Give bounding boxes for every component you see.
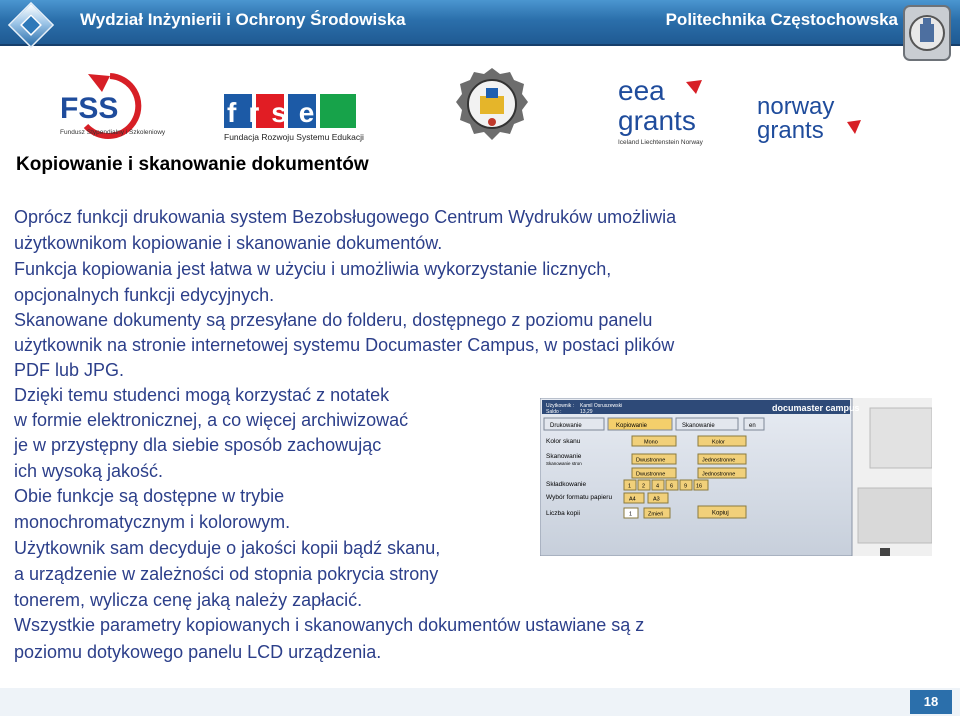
dwustronne-button[interactable]: Dwustronne bbox=[636, 457, 666, 464]
num-2: 2 bbox=[642, 483, 646, 490]
frse-logo-subtitle: Fundacja Rozwoju Systemu Edukacji bbox=[224, 132, 364, 142]
copies-value: 1 bbox=[629, 511, 633, 518]
jednostronne-button-2[interactable]: Jednostronne bbox=[702, 471, 736, 478]
row-kolor-skanu: Kolor skanu bbox=[546, 438, 581, 445]
text-line: monochromatycznym i kolorowym. bbox=[14, 512, 291, 532]
zmien-button[interactable]: Zmień bbox=[648, 511, 664, 518]
row-skanowanie-sub: Skanowanie stron bbox=[546, 461, 582, 466]
fss-logo-subtitle: Fundusz Stypendialny i Szkoleniowy bbox=[60, 129, 166, 136]
num-9: 9 bbox=[684, 483, 688, 490]
politechnika-seal-icon bbox=[456, 66, 528, 144]
kolor-button[interactable]: Kolor bbox=[712, 439, 725, 446]
text-line: w formie elektronicznej, a co więcej archiwizować bbox=[14, 410, 409, 430]
panel-brand: documaster campus bbox=[772, 403, 860, 413]
text-line: je w przystępny dla siebie sposób zachowując bbox=[14, 435, 382, 455]
panel-user-label: Użytkownik : bbox=[546, 403, 575, 409]
text-line: Skanowane dokumenty są przesyłane do folderu, dostępnego z poziomu panelu bbox=[14, 310, 653, 330]
lang-button[interactable]: en bbox=[749, 423, 756, 429]
lcd-panel-screenshot bbox=[540, 398, 932, 556]
university-title: Politechnika Częstochowska bbox=[665, 10, 898, 29]
text-line: PDF lub JPG. bbox=[14, 360, 125, 380]
row-skanowanie: Skanowanie bbox=[546, 453, 582, 460]
tab-skanowanie[interactable]: Skanowanie bbox=[682, 423, 715, 429]
row-liczba-kopii: Liczba kopii bbox=[546, 510, 580, 517]
text-line: Oprócz funkcji drukowania system Bezobsługowego Centrum Wydruków umożliwia bbox=[14, 207, 677, 227]
norway-grants-logo bbox=[755, 92, 880, 144]
tab-drukowanie[interactable]: Drukowanie bbox=[550, 423, 582, 429]
tab-kopiowanie[interactable]: Kopiowanie bbox=[616, 423, 648, 429]
text-line: tonerem, wylicza cenę jaką należy zapłacić. bbox=[14, 590, 363, 610]
norway-logo-line1: norway bbox=[757, 93, 835, 120]
panel-saldo-label: Saldo : bbox=[546, 409, 562, 415]
text-line: użytkownikom kopiowanie i skanowanie dokumentów. bbox=[14, 233, 443, 253]
text-line: Użytkownik sam decyduje o jakości kopii bądź skanu, bbox=[14, 538, 441, 558]
footer-bar bbox=[0, 688, 960, 716]
faculty-title: Wydział Inżynierii i Ochrony Środowiska bbox=[80, 10, 406, 29]
eea-logo-line1: eea bbox=[618, 75, 665, 106]
text-line: Funkcja kopiowania jest łatwa w użyciu i umożliwia wykorzystanie licznych, bbox=[14, 259, 612, 279]
num-6: 6 bbox=[670, 483, 674, 490]
dwustronne-button-2[interactable]: Dwustronne bbox=[636, 471, 666, 478]
fss-logo-text: FSS bbox=[60, 92, 119, 125]
frse-logo-text: frse bbox=[227, 97, 327, 128]
mono-button[interactable]: Mono bbox=[644, 439, 658, 446]
eea-logo-line2: grants bbox=[618, 105, 696, 136]
text-line: użytkownik na stronie internetowej systemu Documaster Campus, w postaci plików bbox=[14, 335, 675, 355]
row-wybor-formatu: Wybór formatu papieru bbox=[546, 494, 613, 501]
page-number: 18 bbox=[910, 690, 952, 714]
text-line: Obie funkcje są dostępne w trybie bbox=[14, 486, 285, 506]
a4-button[interactable]: A4 bbox=[629, 496, 636, 503]
panel-user-value: Kamil Osruszewski bbox=[580, 403, 623, 409]
university-crest-icon bbox=[900, 2, 954, 64]
num-4: 4 bbox=[656, 483, 660, 490]
slide-title: Kopiowanie i skanowanie dokumentów bbox=[16, 154, 369, 175]
a3-button[interactable]: A3 bbox=[653, 496, 660, 503]
faculty-logo-icon bbox=[8, 2, 54, 48]
norway-logo-line2: grants bbox=[757, 117, 824, 144]
jednostronne-button[interactable]: Jednostronne bbox=[702, 457, 736, 464]
text-line: poziomu dotykowego panelu LCD urządzenia. bbox=[14, 642, 382, 662]
num-16: 16 bbox=[696, 483, 703, 490]
row-skladkowanie: Składkowanie bbox=[546, 481, 587, 488]
eea-logo-subtitle: Iceland Liechtenstein Norway bbox=[618, 139, 703, 146]
panel-saldo-value: 13,29 bbox=[580, 409, 593, 415]
text-line: ich wysoką jakość. bbox=[14, 461, 164, 481]
frse-logo bbox=[222, 90, 372, 142]
text-line: Dzięki temu studenci mogą korzystać z notatek bbox=[14, 385, 390, 405]
num-1: 1 bbox=[628, 483, 632, 490]
text-line: opcjonalnych funkcji edycyjnych. bbox=[14, 285, 275, 305]
text-line: Wszystkie parametry kopiowanych i skanowanych dokumentów ustawiane są z bbox=[14, 615, 645, 635]
text-line: a urządzenie w zależności od stopnia pokrycia strony bbox=[14, 564, 439, 584]
eea-grants-logo bbox=[616, 74, 726, 148]
header-bar bbox=[0, 0, 960, 46]
kopiuj-button[interactable]: Kopiuj bbox=[712, 510, 729, 517]
fss-logo bbox=[58, 70, 168, 140]
